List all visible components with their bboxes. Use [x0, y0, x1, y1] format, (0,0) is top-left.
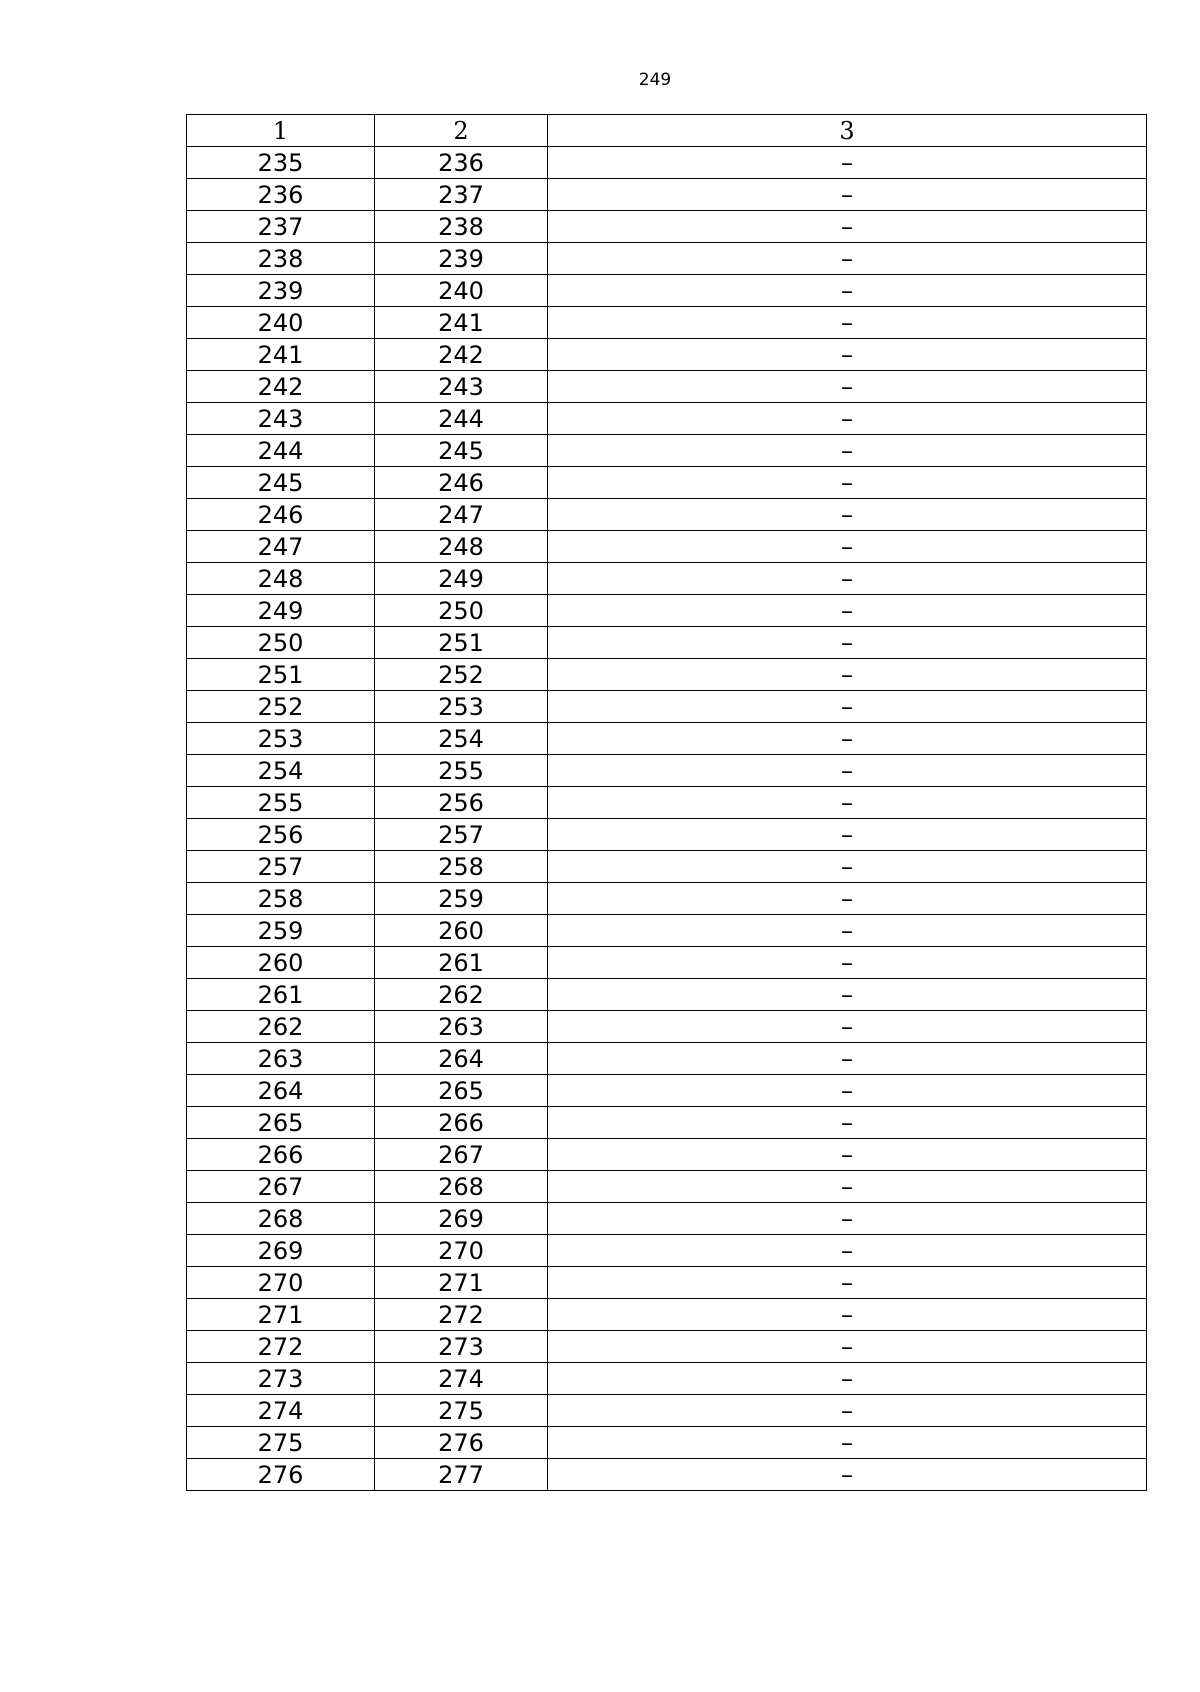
cell-col-3: –: [548, 851, 1147, 883]
cell-col-2: 240: [375, 275, 548, 307]
cell-col-1: 257: [187, 851, 375, 883]
cell-col-1: 248: [187, 563, 375, 595]
cell-col-2: 250: [375, 595, 548, 627]
cell-col-1: 268: [187, 1203, 375, 1235]
cell-col-2: 261: [375, 947, 548, 979]
table-row: [187, 371, 1147, 403]
cell-col-2: 248: [375, 531, 548, 563]
cell-col-2: 242: [375, 339, 548, 371]
cell-col-3: –: [548, 147, 1147, 179]
cell-col-3: –: [548, 947, 1147, 979]
table-row: [187, 1203, 1147, 1235]
cell-col-2: 268: [375, 1171, 548, 1203]
cell-col-3: –: [548, 659, 1147, 691]
cell-col-3: –: [548, 371, 1147, 403]
cell-col-3: –: [548, 819, 1147, 851]
table-body: [187, 147, 1147, 1491]
table-row: [187, 659, 1147, 691]
cell-col-3: –: [548, 1299, 1147, 1331]
cell-col-3: –: [548, 1267, 1147, 1299]
cell-col-3: –: [548, 1363, 1147, 1395]
cell-col-2: 249: [375, 563, 548, 595]
page-number: 249: [638, 70, 672, 90]
cell-col-1: 243: [187, 403, 375, 435]
cell-col-1: 247: [187, 531, 375, 563]
cell-col-3: –: [548, 435, 1147, 467]
cell-col-3: –: [548, 787, 1147, 819]
cell-col-2: 256: [375, 787, 548, 819]
cell-col-1: 240: [187, 307, 375, 339]
cell-col-3: –: [548, 595, 1147, 627]
cell-col-1: 259: [187, 915, 375, 947]
cell-col-2: 276: [375, 1427, 548, 1459]
cell-col-3: –: [548, 691, 1147, 723]
cell-col-1: 237: [187, 211, 375, 243]
cell-col-1: 276: [187, 1459, 375, 1491]
cell-col-2: 271: [375, 1267, 548, 1299]
cell-col-2: 254: [375, 723, 548, 755]
column-header-2: 2: [375, 115, 548, 147]
cell-col-1: 272: [187, 1331, 375, 1363]
cell-col-2: 238: [375, 211, 548, 243]
cell-col-2: 273: [375, 1331, 548, 1363]
table-row: [187, 1331, 1147, 1363]
cell-col-1: 256: [187, 819, 375, 851]
table-row: [187, 1459, 1147, 1491]
cell-col-2: 241: [375, 307, 548, 339]
table-row: [187, 211, 1147, 243]
cell-col-1: 269: [187, 1235, 375, 1267]
cell-col-1: 238: [187, 243, 375, 275]
cell-col-3: –: [548, 403, 1147, 435]
table-row: [187, 403, 1147, 435]
table-row: [187, 243, 1147, 275]
table-row: [187, 435, 1147, 467]
cell-col-2: 244: [375, 403, 548, 435]
cell-col-1: 258: [187, 883, 375, 915]
table-row: [187, 147, 1147, 179]
cell-col-3: –: [548, 1139, 1147, 1171]
table-row: [187, 979, 1147, 1011]
data-table: [186, 114, 1147, 1491]
cell-col-3: –: [548, 755, 1147, 787]
table-row: [187, 851, 1147, 883]
cell-col-2: 236: [375, 147, 548, 179]
table-row: [187, 1171, 1147, 1203]
cell-col-2: 274: [375, 1363, 548, 1395]
table-row: [187, 307, 1147, 339]
table-row: [187, 563, 1147, 595]
cell-col-3: –: [548, 243, 1147, 275]
table-row: [187, 1011, 1147, 1043]
table-row: [187, 755, 1147, 787]
cell-col-1: 267: [187, 1171, 375, 1203]
cell-col-3: –: [548, 563, 1147, 595]
table-row: [187, 1139, 1147, 1171]
cell-col-1: 251: [187, 659, 375, 691]
cell-col-3: –: [548, 179, 1147, 211]
cell-col-3: –: [548, 1107, 1147, 1139]
cell-col-3: –: [548, 1011, 1147, 1043]
cell-col-3: –: [548, 531, 1147, 563]
cell-col-2: 239: [375, 243, 548, 275]
cell-col-1: 252: [187, 691, 375, 723]
cell-col-1: 244: [187, 435, 375, 467]
table-row: [187, 627, 1147, 659]
table-row: [187, 1235, 1147, 1267]
table-row: [187, 499, 1147, 531]
cell-col-2: 247: [375, 499, 548, 531]
cell-col-1: 249: [187, 595, 375, 627]
table-header: [187, 115, 1147, 147]
column-header-3: 3: [548, 115, 1147, 147]
column-header-1: 1: [187, 115, 375, 147]
cell-col-1: 271: [187, 1299, 375, 1331]
cell-col-3: –: [548, 979, 1147, 1011]
cell-col-3: –: [548, 915, 1147, 947]
cell-col-2: 257: [375, 819, 548, 851]
cell-col-1: 254: [187, 755, 375, 787]
cell-col-2: 264: [375, 1043, 548, 1075]
table-row: [187, 1299, 1147, 1331]
cell-col-1: 274: [187, 1395, 375, 1427]
cell-col-2: 253: [375, 691, 548, 723]
table-row: [187, 467, 1147, 499]
table-row: [187, 1267, 1147, 1299]
cell-col-1: 241: [187, 339, 375, 371]
cell-col-1: 263: [187, 1043, 375, 1075]
table-row: [187, 1395, 1147, 1427]
cell-col-2: 251: [375, 627, 548, 659]
cell-col-3: –: [548, 499, 1147, 531]
cell-col-2: 259: [375, 883, 548, 915]
table-row: [187, 1363, 1147, 1395]
cell-col-2: 243: [375, 371, 548, 403]
cell-col-3: –: [548, 1459, 1147, 1491]
table-row: [187, 275, 1147, 307]
header-row: [187, 115, 1147, 147]
cell-col-1: 253: [187, 723, 375, 755]
cell-col-2: 265: [375, 1075, 548, 1107]
cell-col-3: –: [548, 723, 1147, 755]
table-row: [187, 1043, 1147, 1075]
cell-col-1: 260: [187, 947, 375, 979]
cell-col-3: –: [548, 883, 1147, 915]
cell-col-2: 266: [375, 1107, 548, 1139]
cell-col-2: 245: [375, 435, 548, 467]
table-row: [187, 179, 1147, 211]
cell-col-1: 242: [187, 371, 375, 403]
cell-col-3: –: [548, 627, 1147, 659]
cell-col-3: –: [548, 1235, 1147, 1267]
cell-col-1: 246: [187, 499, 375, 531]
cell-col-2: 255: [375, 755, 548, 787]
cell-col-3: –: [548, 339, 1147, 371]
cell-col-1: 261: [187, 979, 375, 1011]
cell-col-1: 275: [187, 1427, 375, 1459]
cell-col-2: 263: [375, 1011, 548, 1043]
cell-col-1: 266: [187, 1139, 375, 1171]
cell-col-3: –: [548, 1203, 1147, 1235]
cell-col-3: –: [548, 275, 1147, 307]
cell-col-3: –: [548, 467, 1147, 499]
cell-col-2: 237: [375, 179, 548, 211]
cell-col-3: –: [548, 211, 1147, 243]
cell-col-1: 245: [187, 467, 375, 499]
cell-col-2: 262: [375, 979, 548, 1011]
table-row: [187, 947, 1147, 979]
table-row: [187, 339, 1147, 371]
cell-col-2: 277: [375, 1459, 548, 1491]
table-row: [187, 1075, 1147, 1107]
cell-col-3: –: [548, 1395, 1147, 1427]
cell-col-1: 239: [187, 275, 375, 307]
cell-col-1: 262: [187, 1011, 375, 1043]
cell-col-1: 270: [187, 1267, 375, 1299]
cell-col-2: 260: [375, 915, 548, 947]
table-row: [187, 691, 1147, 723]
table-row: [187, 787, 1147, 819]
table-row: [187, 819, 1147, 851]
cell-col-3: –: [548, 1075, 1147, 1107]
cell-col-1: 235: [187, 147, 375, 179]
cell-col-1: 265: [187, 1107, 375, 1139]
table-row: [187, 1107, 1147, 1139]
cell-col-1: 250: [187, 627, 375, 659]
table-row: [187, 723, 1147, 755]
table-row: [187, 1427, 1147, 1459]
cell-col-2: 267: [375, 1139, 548, 1171]
cell-col-3: –: [548, 1331, 1147, 1363]
table-row: [187, 531, 1147, 563]
table-row: [187, 883, 1147, 915]
cell-col-1: 255: [187, 787, 375, 819]
cell-col-2: 270: [375, 1235, 548, 1267]
cell-col-1: 264: [187, 1075, 375, 1107]
cell-col-2: 252: [375, 659, 548, 691]
cell-col-2: 258: [375, 851, 548, 883]
cell-col-1: 236: [187, 179, 375, 211]
cell-col-3: –: [548, 307, 1147, 339]
cell-col-2: 269: [375, 1203, 548, 1235]
cell-col-2: 246: [375, 467, 548, 499]
table-row: [187, 595, 1147, 627]
cell-col-3: –: [548, 1043, 1147, 1075]
cell-col-3: –: [548, 1427, 1147, 1459]
cell-col-1: 273: [187, 1363, 375, 1395]
table-row: [187, 915, 1147, 947]
cell-col-2: 272: [375, 1299, 548, 1331]
cell-col-2: 275: [375, 1395, 548, 1427]
cell-col-3: –: [548, 1171, 1147, 1203]
